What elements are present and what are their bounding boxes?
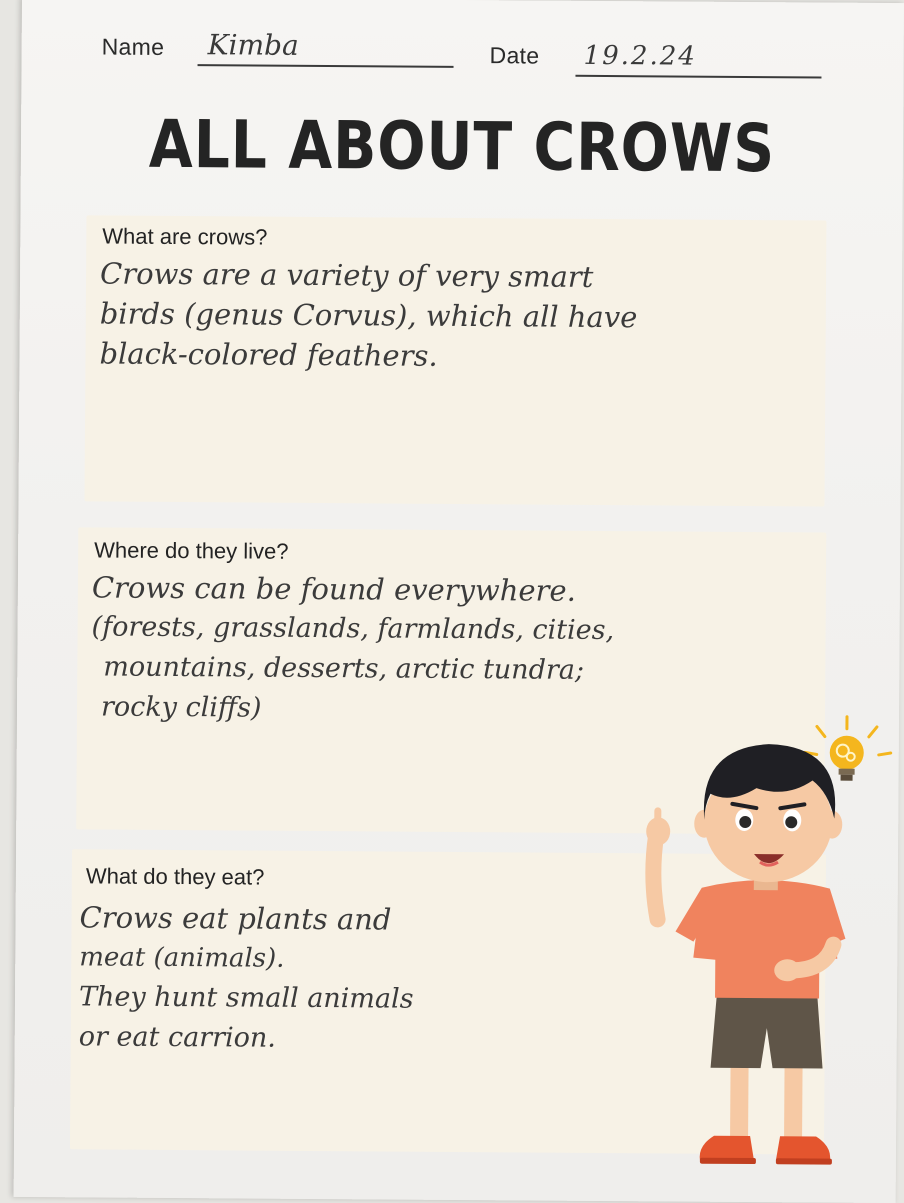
left-leg	[730, 1066, 749, 1138]
answer-where-do-they-live	[91, 567, 615, 731]
answer-line: mountains, desserts, arctic tundra;	[91, 647, 614, 691]
lower-hand	[774, 959, 800, 981]
answer-line: black-colored feathers.	[99, 333, 637, 377]
left-pupil	[739, 816, 751, 828]
raised-arm	[653, 835, 658, 919]
left-shoe-sole	[700, 1158, 756, 1164]
lightbulb-icon	[830, 736, 864, 781]
date-underline	[575, 75, 821, 79]
answer-line: or eat carrion.	[79, 1017, 414, 1059]
date-label: Date	[490, 42, 540, 69]
right-shoe-sole	[776, 1158, 832, 1164]
page-title: ALL ABOUT CROWS	[82, 105, 841, 187]
question-what-are-crows: What are crows?	[102, 223, 267, 250]
worksheet-page	[14, 0, 904, 1203]
shorts	[711, 992, 824, 1069]
question-where-do-they-live: Where do they live?	[94, 537, 289, 564]
answer-line: birds (genus Corvus), which all have	[100, 293, 638, 337]
right-leg	[784, 1066, 803, 1138]
name-label: Name	[102, 33, 165, 60]
name-underline	[198, 64, 454, 68]
question-what-do-they-eat: What do they eat?	[86, 863, 265, 890]
right-shoe	[776, 1136, 830, 1160]
answer-line: rocky cliffs)	[91, 687, 614, 731]
shirt	[693, 880, 838, 999]
right-pupil	[785, 816, 797, 828]
date-value: 19.2.24	[584, 41, 697, 72]
name-value: Kimba	[208, 28, 299, 62]
answer-line: (forests, grasslands, farmlands, cities,	[91, 607, 614, 651]
answer-line: Crows are a variety of very smart	[100, 253, 638, 297]
answer-line: Crows eat plants and	[79, 897, 414, 939]
answer-line: They hunt small animals	[79, 977, 414, 1019]
pointing-finger	[654, 807, 661, 827]
answer-what-are-crows	[99, 253, 637, 377]
answer-what-do-they-eat	[79, 897, 415, 1059]
left-shoe	[700, 1136, 754, 1160]
answer-line: meat (animals).	[79, 937, 414, 979]
boy-with-idea-lightbulb-icon	[604, 707, 897, 1189]
answer-line: Crows can be found everywhere.	[92, 567, 615, 611]
